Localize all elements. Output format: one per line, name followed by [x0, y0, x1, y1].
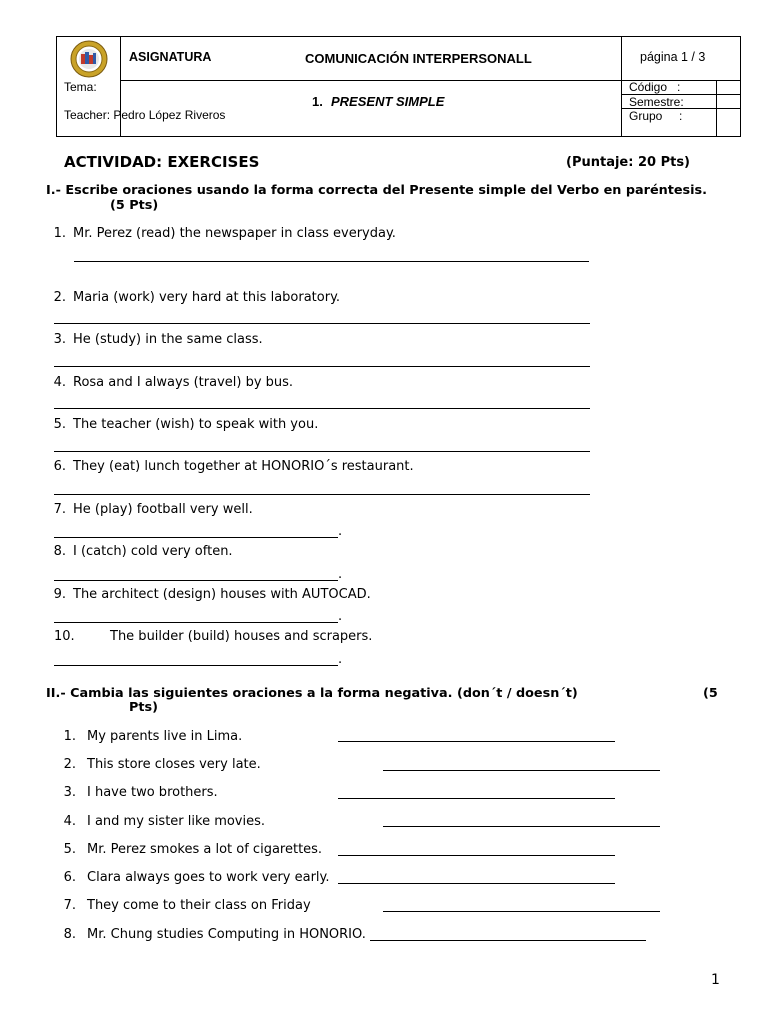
item-number: 1. — [63, 729, 76, 744]
item-number: 2. — [63, 757, 76, 772]
item-number: 3. — [63, 785, 76, 800]
item-number: 7. — [53, 502, 66, 517]
grupo-label: Grupo : — [629, 109, 683, 123]
activity-score: (Puntaje: 20 Pts) — [566, 155, 691, 170]
negative-sentence: My parents live in Lima. — [87, 729, 243, 744]
exercise-sentence: The teacher (wish) to speak with you. — [73, 417, 319, 432]
answer-line[interactable] — [370, 940, 646, 941]
answer-line[interactable] — [54, 451, 590, 452]
item-number: 5. — [63, 842, 76, 857]
answer-line[interactable] — [54, 408, 590, 409]
codigo-label: Código : — [629, 80, 681, 94]
exercise-sentence: He (study) in the same class. — [73, 332, 263, 347]
topic-number: 1. — [312, 94, 323, 109]
exercise-sentence: They (eat) lunch together at HONORIO´s restaurant. — [73, 459, 414, 474]
item-number: 2. — [53, 290, 66, 305]
answer-line[interactable] — [54, 580, 338, 581]
exercise-sentence: Maria (work) very hard at this laboratory. — [73, 290, 341, 305]
exercise-sentence: I (catch) cold very often. — [73, 544, 233, 559]
negative-sentence: Mr. Perez smokes a lot of cigarettes. — [87, 842, 323, 857]
item-number: 4. — [53, 375, 66, 390]
page-indicator: página 1 / 3 — [640, 50, 706, 64]
negative-sentence: Clara always goes to work very early. — [87, 870, 330, 885]
teacher-label: Teacher: Pedro López Riveros — [64, 108, 226, 122]
divider — [621, 37, 622, 136]
line-period: . — [338, 609, 343, 624]
topic-title: PRESENT SIMPLE — [331, 94, 445, 109]
section1-points: (5 Pts) — [110, 198, 159, 213]
item-number: 10. — [54, 629, 75, 644]
negative-sentence: Mr. Chung studies Computing in HONORIO. — [87, 927, 366, 942]
section2-instruction: II.- Cambia las siguientes oraciones a la forma negativa. (don´t / doesn´t) — [46, 686, 578, 701]
exercise-sentence: He (play) football very well. — [73, 502, 253, 517]
school-logo — [63, 40, 115, 78]
exercise-sentence: Rosa and I always (travel) by bus. — [73, 375, 294, 390]
line-period: . — [338, 524, 343, 539]
exercise-sentence: Mr. Perez (read) the newspaper in class everyday. — [73, 226, 396, 241]
line-period: . — [338, 652, 343, 667]
negative-sentence: They come to their class on Friday — [87, 898, 311, 913]
page-number: 1 — [711, 972, 720, 988]
answer-line[interactable] — [338, 883, 615, 884]
semestre-label: Semestre: — [629, 95, 684, 109]
item-number: 6. — [53, 459, 66, 474]
activity-title: ACTIVIDAD: EXERCISES — [64, 153, 260, 171]
item-number: 9. — [53, 587, 66, 602]
answer-line[interactable] — [54, 665, 338, 666]
negative-sentence: This store closes very late. — [87, 757, 261, 772]
answer-line[interactable] — [54, 537, 338, 538]
asignatura-label: ASIGNATURA — [129, 50, 212, 64]
answer-line[interactable] — [383, 826, 660, 827]
item-number: 4. — [63, 814, 76, 829]
tema-label: Tema: — [64, 80, 97, 94]
answer-line[interactable] — [338, 741, 615, 742]
item-number: 5. — [53, 417, 66, 432]
line-period: . — [338, 567, 343, 582]
answer-line[interactable] — [54, 323, 590, 324]
answer-line[interactable] — [338, 855, 615, 856]
item-number: 8. — [63, 927, 76, 942]
answer-line[interactable] — [383, 911, 660, 912]
exercise-sentence: The builder (build) houses and scrapers. — [110, 629, 373, 644]
item-number: 6. — [63, 870, 76, 885]
item-number: 1. — [53, 226, 66, 241]
header-table — [56, 36, 741, 137]
item-number: 3. — [53, 332, 66, 347]
answer-line[interactable] — [383, 770, 660, 771]
section2-points: (5 — [703, 686, 718, 701]
answer-line[interactable] — [54, 494, 590, 495]
answer-line[interactable] — [54, 366, 590, 367]
exercise-sentence: The architect (design) houses with AUTOCAD. — [73, 587, 371, 602]
section2-points: Pts) — [129, 700, 158, 715]
answer-line[interactable] — [338, 798, 615, 799]
item-number: 8. — [53, 544, 66, 559]
item-number: 7. — [63, 898, 76, 913]
negative-sentence: I and my sister like movies. — [87, 814, 266, 829]
course-title: COMUNICACIÓN INTERPERSONALL — [305, 51, 532, 66]
answer-line[interactable] — [54, 622, 338, 623]
negative-sentence: I have two brothers. — [87, 785, 218, 800]
section1-instruction: I.- Escribe oraciones usando la forma correcta del Presente simple del Verbo en paréntesis. — [46, 183, 708, 198]
answer-line[interactable] — [74, 261, 589, 262]
